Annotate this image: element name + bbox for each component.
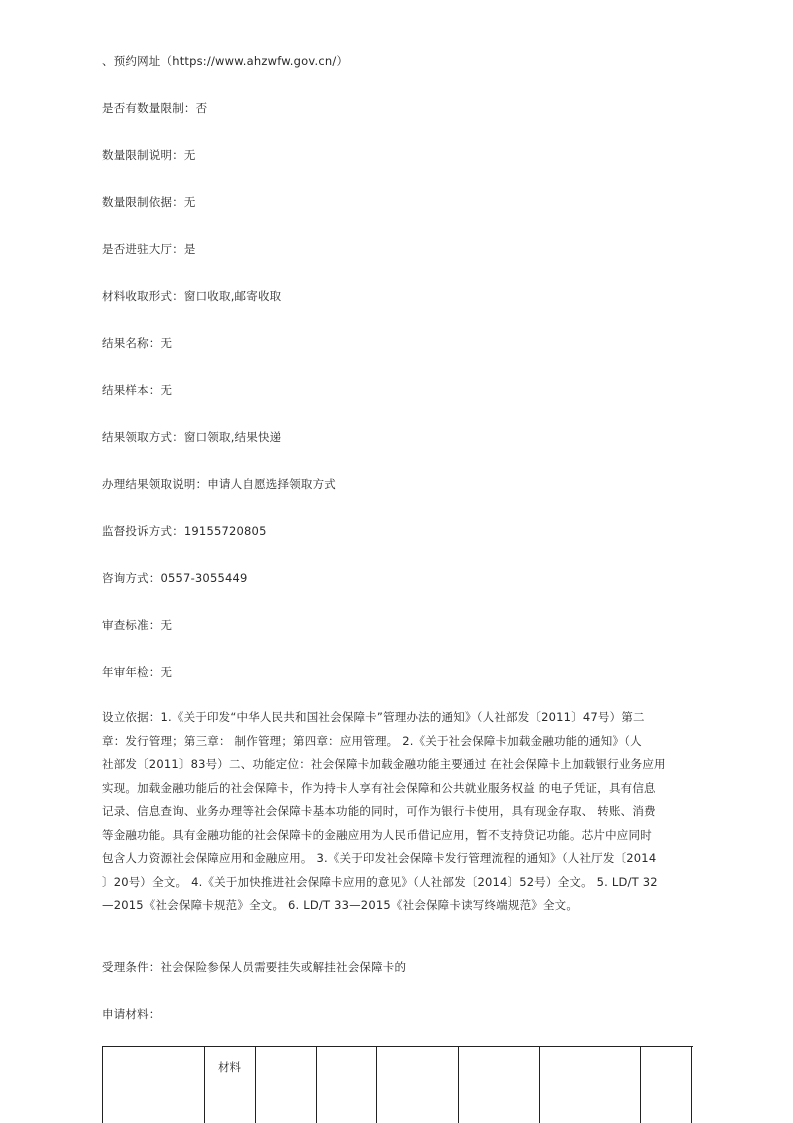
table-column: [376, 1047, 459, 1123]
basis-line: 〕20号）全文。 4.《关于加快推进社会保障卡应用的意见》（人社部发〔2014〕52号）全文。 5. LD/T 32: [102, 874, 658, 889]
quantity-limit-desc-line: 数量限制说明：无: [102, 148, 196, 162]
quantity-limit-line: 是否有数量限制：否: [102, 101, 208, 115]
complaint-line: 监督投诉方式：19155720805: [102, 524, 267, 538]
table-column: [255, 1047, 317, 1123]
result-pickup-line: 结果领取方式：窗口领取,结果快递: [102, 430, 282, 444]
basis-line: 记录、信息查询、业务办理等社会保障卡基本功能的同时，可作为银行卡使用，具有现金存取、 转账、消费: [102, 804, 656, 818]
materials-table: [102, 1046, 693, 1123]
basis-line: 等金融功能。具有金融功能的社会保障卡的金融应用为人民币借记应用，暂不支持贷记功能。芯片中应同时: [102, 827, 652, 842]
table-column: [539, 1047, 641, 1123]
application-materials-label: 申请材料：: [102, 1007, 161, 1021]
annual-inspection-line: 年审年检：无: [102, 665, 173, 679]
result-pickup-note-line: 办理结果领取说明：申请人自愿选择领取方式: [102, 477, 336, 491]
consultation-line: 咨询方式：0557-3055449: [102, 571, 248, 585]
table-header-cell: 材料: [218, 1060, 241, 1074]
table-column: [640, 1047, 692, 1123]
basis-line: 实现。加载金融功能后的社会保障卡，作为持卡人享有社会保障和公共就业服务权益 的电子凭证，具有信息: [102, 780, 656, 795]
acceptance-conditions-line: 受理条件：社会保险参保人员需要挂失或解挂社会保障卡的: [102, 960, 407, 974]
basis-line: —2015《社会保障卡规范》全文。 6. LD/T 33—2015《社会保障卡读写终端规范》全文。: [102, 898, 579, 912]
establishment-basis-paragraph: [102, 706, 674, 918]
table-column: [204, 1047, 256, 1123]
table-column: [458, 1047, 540, 1123]
basis-line: 包含人力资源社会保障应用和金融应用。 3.《关于印发社会保障卡发行管理流程的通知》（人社厅发〔2014: [102, 851, 657, 865]
appointment-url-line: 、预约网址（https://www.ahzwfw.gov.cn/）: [102, 54, 349, 68]
hall-presence-line: 是否进驻大厅：是: [102, 242, 196, 256]
table-column: [103, 1047, 205, 1123]
material-collection-line: 材料收取形式：窗口收取,邮寄收取: [102, 289, 282, 303]
quantity-limit-basis-line: 数量限制依据：无: [102, 195, 196, 209]
result-name-line: 结果名称：无: [102, 336, 173, 350]
result-sample-line: 结果样本：无: [102, 383, 173, 397]
basis-line: 章：发行管理；第三章： 制作管理；第四章：应用管理。 2.《关于社会保障卡加载金融功能的通知》（人: [102, 733, 642, 748]
table-column: [316, 1047, 377, 1123]
basis-line: 设立依据：1.《关于印发“中华人民共和国社会保障卡”管理办法的通知》（人社部发〔2011〕47号）第二: [102, 710, 645, 724]
review-standard-line: 审查标准：无: [102, 618, 173, 632]
basis-line: 社部发〔2011〕83号）二、功能定位：社会保障卡加载金融功能主要通过 在社会保障卡上加载银行业务应用: [102, 757, 666, 771]
